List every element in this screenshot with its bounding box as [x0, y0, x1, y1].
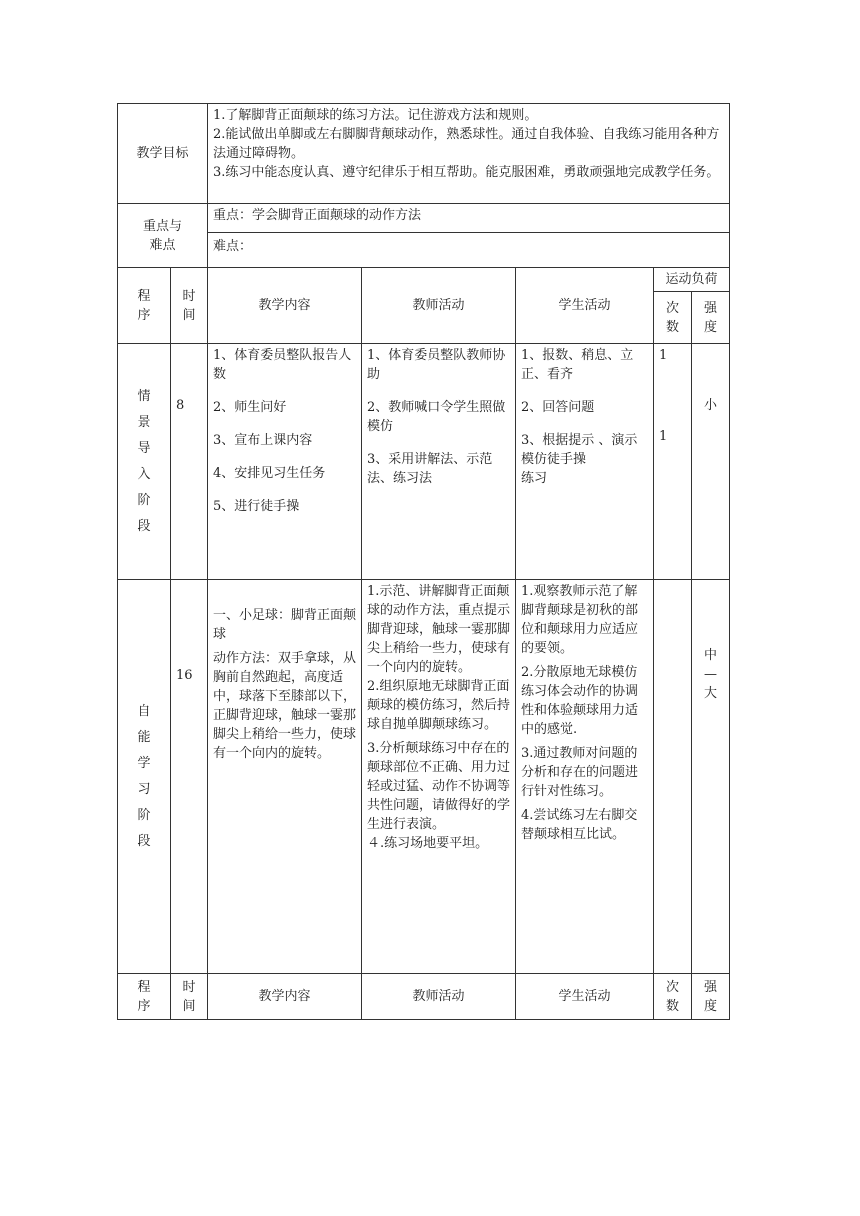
footer-content: 教学内容 — [208, 974, 362, 1020]
header-stage: 程 序 — [118, 268, 171, 344]
lesson-plan — [117, 103, 729, 1020]
footer-teacher: 教师活动 — [362, 974, 516, 1020]
header-teacher: 教师活动 — [362, 268, 516, 344]
header-load: 运动负荷 — [654, 268, 730, 292]
header-intensity: 强 度 — [692, 292, 730, 344]
time-1: 8 — [171, 344, 208, 580]
goal-item: 2.能试做出单脚或左右脚脚背颠球动作，熟悉球性。通过自我体验、自我练习能用各种方法通过障碍物。 — [213, 127, 720, 161]
count-1: 1 1 — [654, 344, 692, 580]
header-time: 时 间 — [171, 268, 208, 344]
footer-student: 学生活动 — [516, 974, 654, 1020]
content-2: 一、小足球：脚背正面颠球 动作方法：双手拿球，从胸前自然跑起，高度适中，球落下至膝部以下，正脚背迎球，触球一霎那脚尖上稍给一些力，使球有一个向内的旋转。 — [208, 580, 362, 974]
key-difficulty-label: 重点与 难点 — [118, 204, 208, 268]
intensity-2: 中 — 大 — [692, 580, 730, 974]
teacher-1: 1、体育委员整队教师协助 2、教师喊口令学生照做模仿 3、采用讲解法、示范法、练习法 — [362, 344, 516, 580]
count-2 — [654, 580, 692, 974]
content-1: 1、体育委员整队报告人数 2、师生问好 3、宣布上课内容 4、安排见习生任务 5、进行徒手操 — [208, 344, 362, 580]
stage-1: 情 景 导 入 阶 段 — [118, 344, 171, 580]
lesson-plan-table — [117, 103, 730, 1020]
time-2: 16 — [171, 580, 208, 974]
footer-count: 次 数 — [654, 974, 692, 1020]
footer-intensity: 强 度 — [692, 974, 730, 1020]
stage-2: 自 能 学 习 阶 段 — [118, 580, 171, 974]
header-count: 次 数 — [654, 292, 692, 344]
student-1: 1、报数、稍息、立正、看齐 2、回答问题 3、根据提示 、演示模仿徒手操 练习 — [516, 344, 654, 580]
key-difficulty-content — [208, 204, 730, 268]
header-content: 教学内容 — [208, 268, 362, 344]
header-student: 学生活动 — [516, 268, 654, 344]
goal-item: 1.了解脚背正面颠球的练习方法。记住游戏方法和规则。 — [213, 108, 538, 123]
goals-label: 教学目标 — [118, 104, 208, 204]
footer-stage: 程 序 — [118, 974, 171, 1020]
teacher-2: 1.示范、讲解脚背正面颠球的动作方法，重点提示脚背迎球，触球一霎那脚尖上稍给一些力，使球有一个向内的旋转。 2.组织原地无球脚背正面颠球的模仿练习，然后持球自抛单脚颠球练习。 3.分析颠球练习中存在的颠球部位不正确、用力过轻或过猛、动作不协调等共性问题，请做得好的学生进行表演。 ４.练习场地要平坦。 — [362, 580, 516, 974]
goal-item: 3.练习中能态度认真、遵守纪律乐于相互帮助。能克服困难，勇敢顽强地完成教学任务。 — [213, 165, 720, 180]
intensity-1: 小 — [692, 344, 730, 580]
student-2: 1.观察教师示范了解脚背颠球是初秋的部位和颠球用力应适应的要领。 2.分散原地无球模仿练习体会动作的协调性和体验颠球用力适中的感觉. 3.通过教师对问题的分析和存在的问题进行针对性练习。 4.尝试练习左右脚交替颠球相互比试。 — [516, 580, 654, 974]
key-point: 重点：学会脚背正面颠球的动作方法 — [208, 204, 729, 233]
goals-content — [208, 104, 730, 204]
footer-time: 时 间 — [171, 974, 208, 1020]
difficulty: 难点： — [213, 239, 253, 254]
